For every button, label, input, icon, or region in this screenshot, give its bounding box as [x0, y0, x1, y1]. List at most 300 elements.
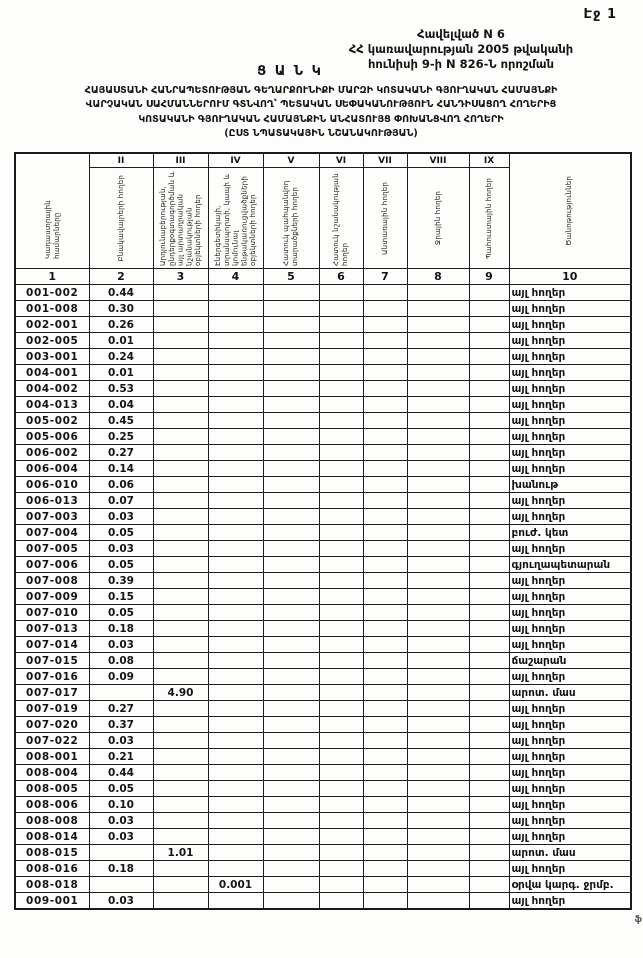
area-value-cell: [153, 461, 208, 477]
cadastral-header-label: Կադաստրային համարները: [43, 200, 61, 259]
area-value-cell: [153, 509, 208, 525]
area-value-cell: [208, 285, 263, 301]
area-value-cell: 1.01: [153, 845, 208, 861]
area-value-cell: [153, 525, 208, 541]
cadastral-code-cell: 007-017: [15, 685, 89, 701]
area-value-cell: [319, 525, 363, 541]
area-value-cell: [469, 429, 509, 445]
area-value-cell: [469, 685, 509, 701]
table-row: [15, 733, 631, 749]
area-value-cell: 0.03: [89, 893, 153, 910]
area-value-cell: [363, 733, 407, 749]
area-value-cell: [153, 669, 208, 685]
land-category-label: Ջրային հողեր: [433, 190, 442, 246]
area-value-cell: [153, 333, 208, 349]
table-row: [15, 557, 631, 573]
area-value-cell: [407, 413, 469, 429]
area-value-cell: [208, 829, 263, 845]
note-cell: այլ հողեր: [509, 461, 631, 477]
roman-numeral-row: [15, 153, 631, 168]
cadastral-code-cell: 002-005: [15, 333, 89, 349]
area-value-cell: [363, 525, 407, 541]
table-row: [15, 333, 631, 349]
table-row: [15, 829, 631, 845]
area-value-cell: [319, 861, 363, 877]
area-value-cell: [263, 333, 319, 349]
area-value-cell: [153, 541, 208, 557]
area-value-cell: [407, 557, 469, 573]
area-value-cell: 0.03: [89, 733, 153, 749]
area-value-cell: [208, 365, 263, 381]
area-value-cell: 0.04: [89, 397, 153, 413]
area-value-cell: [469, 301, 509, 317]
area-value-cell: [407, 589, 469, 605]
area-value-cell: [363, 797, 407, 813]
area-value-cell: [363, 493, 407, 509]
table-row: [15, 493, 631, 509]
area-value-cell: [153, 413, 208, 429]
area-value-cell: [407, 781, 469, 797]
cadastral-code-cell: 003-001: [15, 349, 89, 365]
table-row: [15, 845, 631, 861]
area-value-cell: [469, 381, 509, 397]
area-value-cell: [208, 397, 263, 413]
roman-numeral-label: IV: [208, 153, 263, 168]
cadastral-code-cell: 007-008: [15, 573, 89, 589]
roman-numeral-label: II: [89, 153, 153, 168]
area-value-cell: [363, 877, 407, 893]
title-line-2: ՎԱՐՉԱԿԱՆ ՍԱՀՄԱՆՆԵՐՈՒՄ ԳՏՆՎՈՂ՝ ՊԵՏԱԿԱՆ ՍԵՓԱԿԱՆՈՒԹՅՈՒՆ ՀԱՆԴԻՍԱՑՈՂ ՀՈՂԵՐԻՑ: [85, 99, 557, 111]
area-value-cell: [469, 397, 509, 413]
area-value-cell: [319, 573, 363, 589]
area-value-cell: [263, 509, 319, 525]
note-cell: այլ հողեր: [509, 701, 631, 717]
table-row: [15, 701, 631, 717]
area-value-cell: [319, 461, 363, 477]
area-value-cell: 0.05: [89, 557, 153, 573]
cadastral-code-cell: 007-014: [15, 637, 89, 653]
note-cell: այլ հողեր: [509, 333, 631, 349]
area-value-cell: [153, 429, 208, 445]
area-value-cell: [407, 477, 469, 493]
area-value-cell: [407, 733, 469, 749]
area-value-cell: [319, 797, 363, 813]
area-value-cell: [319, 445, 363, 461]
area-value-cell: [208, 349, 263, 365]
area-value-cell: [363, 445, 407, 461]
area-value-cell: [208, 893, 263, 910]
table-row: [15, 589, 631, 605]
area-value-cell: [319, 717, 363, 733]
area-value-cell: 0.03: [89, 637, 153, 653]
column-number-label: 5: [263, 269, 319, 285]
note-cell: այլ հողեր: [509, 509, 631, 525]
area-value-cell: [407, 701, 469, 717]
area-value-cell: 0.18: [89, 621, 153, 637]
area-value-cell: [153, 813, 208, 829]
area-value-cell: [363, 637, 407, 653]
area-value-cell: [469, 317, 509, 333]
roman-numeral-label: V: [263, 153, 319, 168]
note-cell: այլ հողեր: [509, 893, 631, 910]
roman-numeral-label: VII: [363, 153, 407, 168]
area-value-cell: 0.15: [89, 589, 153, 605]
area-value-cell: [208, 813, 263, 829]
area-value-cell: [208, 461, 263, 477]
area-value-cell: [153, 621, 208, 637]
area-value-cell: [153, 285, 208, 301]
roman-numeral-label: III: [153, 153, 208, 168]
column-number-label: 6: [319, 269, 363, 285]
area-value-cell: [363, 765, 407, 781]
area-value-cell: [363, 557, 407, 573]
cadastral-code-cell: 007-005: [15, 541, 89, 557]
area-value-cell: [208, 781, 263, 797]
note-cell: այլ հողեր: [509, 765, 631, 781]
area-value-cell: [363, 653, 407, 669]
area-value-cell: [407, 381, 469, 397]
area-value-cell: [407, 653, 469, 669]
area-value-cell: [469, 781, 509, 797]
roman-numeral-label: IX: [469, 153, 509, 168]
area-value-cell: [407, 829, 469, 845]
area-value-cell: [469, 669, 509, 685]
column-number-label: 7: [363, 269, 407, 285]
area-value-cell: [208, 685, 263, 701]
area-value-cell: [208, 541, 263, 557]
note-cell: արոտ. մաս: [509, 845, 631, 861]
area-value-cell: [407, 669, 469, 685]
area-value-cell: [469, 333, 509, 349]
area-value-cell: [469, 621, 509, 637]
table-row: [15, 765, 631, 781]
cadastral-code-cell: 002-001: [15, 317, 89, 333]
area-value-cell: [263, 525, 319, 541]
area-value-cell: [363, 413, 407, 429]
area-value-cell: [469, 589, 509, 605]
area-value-cell: [153, 589, 208, 605]
area-value-cell: [263, 813, 319, 829]
area-value-cell: [263, 621, 319, 637]
area-value-cell: 0.25: [89, 429, 153, 445]
note-cell: այլ հողեր: [509, 589, 631, 605]
note-cell: այլ հողեր: [509, 541, 631, 557]
area-value-cell: [153, 829, 208, 845]
area-value-cell: 0.27: [89, 445, 153, 461]
land-category-label: Անտառային հողեր: [380, 181, 389, 255]
area-value-cell: [363, 717, 407, 733]
column-number-label: 2: [89, 269, 153, 285]
table-row: [15, 605, 631, 621]
land-category-label: Բնակավայրերի հողեր: [116, 174, 125, 262]
note-cell: այլ հողեր: [509, 813, 631, 829]
land-category-header: [89, 168, 153, 269]
land-category-header: [469, 168, 509, 269]
area-value-cell: [319, 413, 363, 429]
note-cell: այլ հողեր: [509, 621, 631, 637]
table-row: [15, 653, 631, 669]
area-value-cell: [263, 445, 319, 461]
note-cell: այլ հողեր: [509, 285, 631, 301]
area-value-cell: [407, 749, 469, 765]
note-cell: այլ հողեր: [509, 381, 631, 397]
area-value-cell: [319, 365, 363, 381]
area-value-cell: [208, 573, 263, 589]
area-value-cell: [319, 349, 363, 365]
area-value-cell: [469, 813, 509, 829]
note-cell: բուժ. կետ: [509, 525, 631, 541]
table-row: [15, 797, 631, 813]
area-value-cell: 0.10: [89, 797, 153, 813]
land-category-label: Պահուստային հողեր: [484, 177, 493, 259]
area-value-cell: [153, 317, 208, 333]
area-value-cell: [153, 701, 208, 717]
area-value-cell: [469, 797, 509, 813]
area-value-cell: [263, 845, 319, 861]
table-row: [15, 877, 631, 893]
area-value-cell: [363, 365, 407, 381]
area-value-cell: [208, 413, 263, 429]
area-value-cell: [363, 685, 407, 701]
column-number-label: 1: [15, 269, 89, 285]
table-row: [15, 573, 631, 589]
area-value-cell: [263, 669, 319, 685]
area-value-cell: [263, 429, 319, 445]
area-value-cell: 0.26: [89, 317, 153, 333]
appendix-line-3: հունիսի 9-ի N 826-Ն որոշման: [368, 56, 554, 71]
area-value-cell: [319, 829, 363, 845]
list-heading: Ց Ա Ն Կ: [257, 64, 323, 79]
area-value-cell: [263, 397, 319, 413]
notes-header-label: Ծանոթություններ: [565, 176, 574, 246]
area-value-cell: 0.07: [89, 493, 153, 509]
table-row: [15, 429, 631, 445]
area-value-cell: [319, 685, 363, 701]
note-cell: այլ հողեր: [509, 829, 631, 845]
area-value-cell: [208, 621, 263, 637]
note-cell: այլ հողեր: [509, 717, 631, 733]
area-value-cell: [319, 845, 363, 861]
page-number: Էջ 1: [583, 7, 617, 22]
area-value-cell: [263, 653, 319, 669]
area-value-cell: [363, 317, 407, 333]
note-cell: այլ հողեր: [509, 493, 631, 509]
table-row: [15, 637, 631, 653]
column-number-label: 3: [153, 269, 208, 285]
area-value-cell: [153, 877, 208, 893]
col-header-notes: [509, 153, 631, 269]
area-value-cell: [469, 349, 509, 365]
area-value-cell: [263, 781, 319, 797]
area-value-cell: [363, 333, 407, 349]
area-value-cell: [319, 317, 363, 333]
area-value-cell: [363, 605, 407, 621]
area-value-cell: [363, 381, 407, 397]
table-row: [15, 349, 631, 365]
area-value-cell: 0.05: [89, 525, 153, 541]
area-value-cell: [208, 701, 263, 717]
area-value-cell: [407, 317, 469, 333]
area-value-cell: [363, 781, 407, 797]
area-value-cell: [363, 301, 407, 317]
area-value-cell: [153, 637, 208, 653]
area-value-cell: [208, 301, 263, 317]
cadastral-code-cell: 008-004: [15, 765, 89, 781]
area-value-cell: [363, 397, 407, 413]
area-value-cell: [469, 285, 509, 301]
area-value-cell: [319, 621, 363, 637]
area-value-cell: [153, 893, 208, 910]
column-number-label: 4: [208, 269, 263, 285]
area-value-cell: [208, 845, 263, 861]
area-value-cell: 0.001: [208, 877, 263, 893]
scan-artifact: ֆ: [634, 915, 642, 925]
area-value-cell: [208, 765, 263, 781]
note-cell: այլ հողեր: [509, 365, 631, 381]
area-value-cell: [363, 701, 407, 717]
area-value-cell: [319, 381, 363, 397]
area-value-cell: [208, 717, 263, 733]
area-value-cell: [263, 797, 319, 813]
area-value-cell: [319, 877, 363, 893]
area-value-cell: [407, 461, 469, 477]
area-value-cell: [263, 301, 319, 317]
area-value-cell: 0.45: [89, 413, 153, 429]
table-row: [15, 301, 631, 317]
area-value-cell: [263, 317, 319, 333]
cadastral-code-cell: 006-002: [15, 445, 89, 461]
area-value-cell: [469, 765, 509, 781]
area-value-cell: [153, 749, 208, 765]
area-value-cell: [208, 669, 263, 685]
table-row: [15, 525, 631, 541]
land-category-header: [153, 168, 208, 269]
area-value-cell: 0.01: [89, 365, 153, 381]
area-value-cell: 0.24: [89, 349, 153, 365]
area-value-cell: [363, 541, 407, 557]
area-value-cell: [319, 557, 363, 573]
land-category-header: [363, 168, 407, 269]
area-value-cell: [319, 701, 363, 717]
area-value-cell: [407, 573, 469, 589]
table-row: [15, 397, 631, 413]
area-value-cell: [263, 893, 319, 910]
appendix-line-1: Հավելված N 6: [417, 27, 505, 41]
column-number-label: 8: [407, 269, 469, 285]
cadastral-code-cell: 004-002: [15, 381, 89, 397]
area-value-cell: [263, 717, 319, 733]
area-value-cell: [153, 797, 208, 813]
cadastral-code-cell: 007-004: [15, 525, 89, 541]
area-value-cell: [469, 541, 509, 557]
area-value-cell: [263, 493, 319, 509]
cadastral-code-cell: 005-002: [15, 413, 89, 429]
area-value-cell: [469, 445, 509, 461]
cadastral-code-cell: 008-014: [15, 829, 89, 845]
area-value-cell: [153, 781, 208, 797]
area-value-cell: [469, 461, 509, 477]
area-value-cell: [208, 653, 263, 669]
cadastral-code-cell: 008-018: [15, 877, 89, 893]
area-value-cell: [407, 797, 469, 813]
cadastral-code-cell: 007-022: [15, 733, 89, 749]
title-line-3: ԿՈՏԱԿԱՆԻ ԳՅՈՒՂԱԿԱՆ ՀԱՄԱՅՆՔԻՆ ԱՆՀԱՏՈՒՅՑ ՓՈԽԱՆՑՎՈՂ ՀՈՂԵՐԻ: [138, 113, 504, 125]
table-row: [15, 445, 631, 461]
area-value-cell: [319, 429, 363, 445]
area-value-cell: 0.37: [89, 717, 153, 733]
area-value-cell: [363, 813, 407, 829]
area-value-cell: [363, 477, 407, 493]
area-value-cell: [263, 637, 319, 653]
area-value-cell: [469, 637, 509, 653]
land-category-label: Արդյունաբերության, ընդերքօգտագործման և այլ արտադրական նշանակության օբյեկտների հողեր: [158, 171, 202, 266]
note-cell: այլ հողեր: [509, 429, 631, 445]
table-row: [15, 781, 631, 797]
area-value-cell: [153, 301, 208, 317]
note-cell: այլ հողեր: [509, 797, 631, 813]
note-cell: այլ հողեր: [509, 349, 631, 365]
area-value-cell: [153, 493, 208, 509]
roman-numeral-label: VIII: [407, 153, 469, 168]
area-value-cell: [153, 605, 208, 621]
area-value-cell: [469, 605, 509, 621]
area-value-cell: [319, 765, 363, 781]
table-row: [15, 893, 631, 910]
area-value-cell: [208, 493, 263, 509]
area-value-cell: [263, 733, 319, 749]
table-row: [15, 621, 631, 637]
roman-numeral-label: VI: [319, 153, 363, 168]
area-value-cell: [263, 589, 319, 605]
cadastral-code-cell: 009-001: [15, 893, 89, 910]
area-value-cell: [208, 317, 263, 333]
area-value-cell: [319, 813, 363, 829]
area-value-cell: 0.03: [89, 813, 153, 829]
col-header-cadastral-numbers: [15, 153, 89, 269]
land-table: [14, 152, 632, 910]
area-value-cell: [208, 477, 263, 493]
area-value-cell: [469, 509, 509, 525]
area-value-cell: [263, 349, 319, 365]
note-cell: գյուղապետարան: [509, 557, 631, 573]
area-value-cell: 0.03: [89, 829, 153, 845]
cadastral-code-cell: 007-006: [15, 557, 89, 573]
area-value-cell: [263, 701, 319, 717]
cadastral-code-cell: 008-005: [15, 781, 89, 797]
area-value-cell: [469, 829, 509, 845]
area-value-cell: [407, 349, 469, 365]
land-category-header: [407, 168, 469, 269]
area-value-cell: [407, 877, 469, 893]
note-cell: օրվա կարգ. ջրմբ.: [509, 877, 631, 893]
note-cell: այլ հողեր: [509, 573, 631, 589]
area-value-cell: [263, 605, 319, 621]
area-value-cell: [319, 509, 363, 525]
area-value-cell: [469, 845, 509, 861]
note-cell: այլ հողեր: [509, 637, 631, 653]
note-cell: այլ հողեր: [509, 413, 631, 429]
cadastral-code-cell: 001-002: [15, 285, 89, 301]
table-row: [15, 413, 631, 429]
area-value-cell: [263, 861, 319, 877]
cadastral-code-cell: 008-015: [15, 845, 89, 861]
area-value-cell: [363, 893, 407, 910]
area-value-cell: 0.27: [89, 701, 153, 717]
note-cell: խանութ: [509, 477, 631, 493]
table-row: [15, 317, 631, 333]
area-value-cell: [407, 525, 469, 541]
area-value-cell: [363, 829, 407, 845]
